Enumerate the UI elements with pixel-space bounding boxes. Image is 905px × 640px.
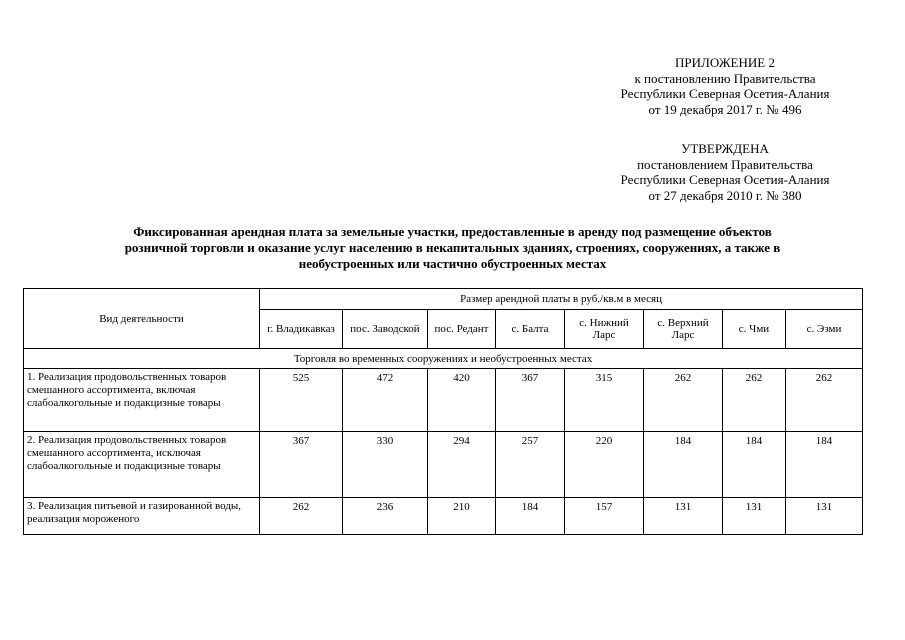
activity-cell: 3. Реализация питьевой и газированной воды, реализация мороженого: [24, 498, 260, 535]
value-cell: 157: [565, 498, 644, 535]
value-cell: 131: [786, 498, 863, 535]
appendix-header: [560, 55, 890, 117]
value-cell: 210: [428, 498, 496, 535]
value-cell: 184: [496, 498, 565, 535]
appendix-date: от 19 декабря 2017 г. № 496: [648, 101, 802, 117]
settlement-header: с. Балта: [496, 310, 565, 349]
value-cell: 367: [260, 432, 343, 498]
document-title: [30, 224, 875, 272]
approved-decree: постановлением Правительства: [637, 156, 813, 172]
settlement-header: с. Нижний Ларс: [565, 310, 644, 349]
settlement-header: г. Владикавказ: [260, 310, 343, 349]
title-line-2: розничной торговли и оказание услуг населению в некапитальных зданиях, строениях, сооружениях, а также в: [124, 240, 781, 255]
value-cell: 262: [644, 369, 723, 432]
value-cell: 184: [723, 432, 786, 498]
title-line-3: необустроенных или частично обустроенных местах: [298, 256, 607, 271]
rent-size-header: Размер арендной платы в руб./кв.м в месяц: [260, 289, 863, 310]
value-cell: 420: [428, 369, 496, 432]
value-cell: 184: [786, 432, 863, 498]
section-row: Торговля во временных сооружениях и необустроенных местах: [24, 349, 863, 369]
table-row: [24, 498, 863, 535]
value-cell: 262: [723, 369, 786, 432]
approved-label: УТВЕРЖДЕНА: [681, 141, 769, 156]
value-cell: 236: [343, 498, 428, 535]
activity-cell: 1. Реализация продовольственных товаров смешанного ассортимента, включая слабоалкогольные и подакцизные товары: [24, 369, 260, 432]
value-cell: 294: [428, 432, 496, 498]
value-cell: 220: [565, 432, 644, 498]
value-cell: 257: [496, 432, 565, 498]
settlement-header: пос. Редант: [428, 310, 496, 349]
settlement-header: пос. Заводской: [343, 310, 428, 349]
appendix-decree: к постановлению Правительства: [634, 70, 816, 86]
value-cell: 315: [565, 369, 644, 432]
value-cell: 525: [260, 369, 343, 432]
value-cell: 330: [343, 432, 428, 498]
settlement-header: с. Эзми: [786, 310, 863, 349]
activity-column-header: Вид деятельности: [24, 289, 260, 349]
value-cell: 131: [644, 498, 723, 535]
settlement-header: с. Чми: [723, 310, 786, 349]
approved-date: от 27 декабря 2010 г. № 380: [648, 187, 802, 203]
value-cell: 472: [343, 369, 428, 432]
approved-header: [560, 141, 890, 203]
approved-republic: Республики Северная Осетия-Алания: [620, 172, 830, 187]
rent-table: [23, 288, 863, 535]
value-cell: 262: [786, 369, 863, 432]
appendix-republic: Республики Северная Осетия-Алания: [620, 86, 830, 101]
value-cell: 184: [644, 432, 723, 498]
settlement-header: с. Верхний Ларс: [644, 310, 723, 349]
table-row: [24, 432, 863, 498]
title-line-1: Фиксированная арендная плата за земельные участки, предоставленные в аренду под размещение объектов: [133, 224, 772, 239]
value-cell: 262: [260, 498, 343, 535]
appendix-label: ПРИЛОЖЕНИЕ 2: [675, 55, 775, 70]
table-row: [24, 369, 863, 432]
value-cell: 131: [723, 498, 786, 535]
activity-cell: 2. Реализация продовольственных товаров смешанного ассортимента, исключая слабоалкогольные и подакцизные товары: [24, 432, 260, 498]
value-cell: 367: [496, 369, 565, 432]
